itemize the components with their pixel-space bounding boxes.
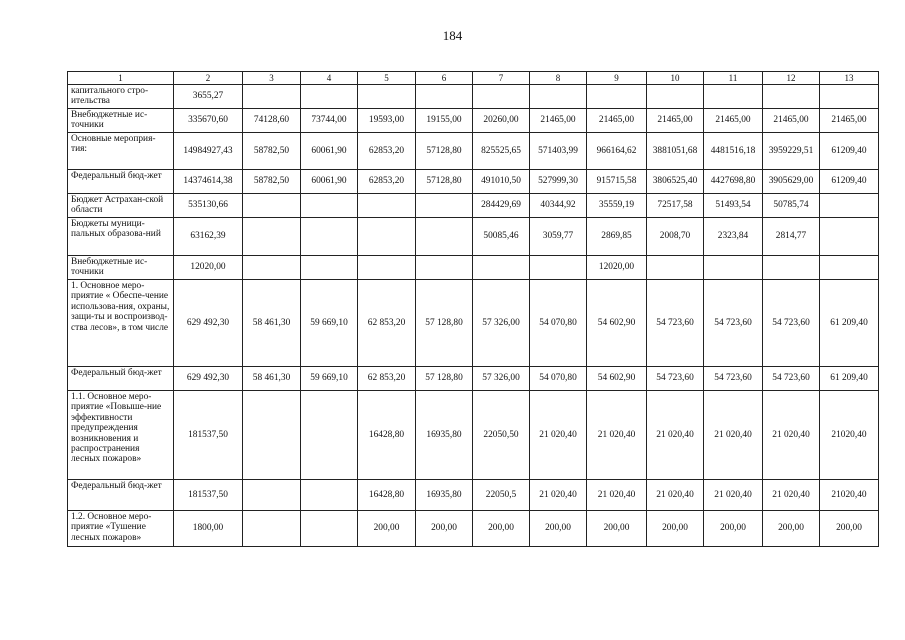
table-cell: 58 461,30	[243, 280, 301, 367]
column-header: 9	[587, 72, 647, 85]
column-header: 6	[416, 72, 473, 85]
table-cell: 50785,74	[763, 194, 820, 218]
table-cell: 200,00	[820, 511, 879, 547]
column-header: 8	[530, 72, 587, 85]
table-cell	[301, 194, 358, 218]
table-cell: 54 602,90	[587, 367, 647, 391]
table-cell: 200,00	[530, 511, 587, 547]
table-cell: 571403,99	[530, 133, 587, 170]
table-cell: 73744,00	[301, 109, 358, 133]
table-cell: 59 669,10	[301, 280, 358, 367]
table-cell: 21 020,40	[530, 480, 587, 511]
table-cell: 21 020,40	[704, 391, 763, 480]
table-cell	[301, 511, 358, 547]
table-cell: 40344,92	[530, 194, 587, 218]
table-cell: 21465,00	[704, 109, 763, 133]
table-cell	[763, 85, 820, 109]
table-cell: 825525,65	[473, 133, 530, 170]
table-cell	[704, 256, 763, 280]
table-cell: 57128,80	[416, 170, 473, 194]
table-cell: 54 723,60	[647, 280, 704, 367]
table-cell: 3881051,68	[647, 133, 704, 170]
table-cell	[301, 85, 358, 109]
table-cell: 4427698,80	[704, 170, 763, 194]
table-cell: 16935,80	[416, 480, 473, 511]
table-cell: 61 209,40	[820, 280, 879, 367]
table-cell: 2869,85	[587, 218, 647, 256]
table-cell: 200,00	[704, 511, 763, 547]
table-cell: 181537,50	[174, 480, 243, 511]
table-cell	[820, 218, 879, 256]
table-cell: 21465,00	[820, 109, 879, 133]
table-cell: 2008,70	[647, 218, 704, 256]
table-cell	[301, 256, 358, 280]
table-cell	[763, 256, 820, 280]
table-cell: 21465,00	[763, 109, 820, 133]
table-cell: 35559,19	[587, 194, 647, 218]
table-cell: 14374614,38	[174, 170, 243, 194]
table-cell	[243, 511, 301, 547]
table-cell: 19155,00	[416, 109, 473, 133]
table-cell: 3655,27	[174, 85, 243, 109]
column-header: 5	[358, 72, 416, 85]
table-cell: 57128,80	[416, 133, 473, 170]
table-cell	[301, 218, 358, 256]
row-label: Федеральный бюд-жет	[68, 367, 174, 391]
table-cell: 58782,50	[243, 170, 301, 194]
table-cell: 535130,66	[174, 194, 243, 218]
table-cell: 21020,40	[820, 480, 879, 511]
table-cell	[243, 194, 301, 218]
column-header: 2	[174, 72, 243, 85]
table-cell	[587, 85, 647, 109]
table-cell: 60061,90	[301, 133, 358, 170]
table-cell: 21 020,40	[647, 391, 704, 480]
table-cell: 58782,50	[243, 133, 301, 170]
table-cell: 200,00	[647, 511, 704, 547]
budget-table	[67, 71, 879, 547]
table-cell: 3959229,51	[763, 133, 820, 170]
table-cell: 20260,00	[473, 109, 530, 133]
table-cell	[647, 256, 704, 280]
column-header: 4	[301, 72, 358, 85]
table-cell	[530, 256, 587, 280]
table-cell: 62853,20	[358, 133, 416, 170]
table-cell: 16428,80	[358, 480, 416, 511]
table-row	[68, 218, 879, 256]
table-cell: 21 020,40	[647, 480, 704, 511]
table-cell	[358, 256, 416, 280]
table-cell: 14984927,43	[174, 133, 243, 170]
table-header-row	[68, 72, 879, 85]
table-cell: 21 020,40	[704, 480, 763, 511]
table-cell: 3806525,40	[647, 170, 704, 194]
table-cell: 54 070,80	[530, 367, 587, 391]
column-header: 12	[763, 72, 820, 85]
table-cell: 21 020,40	[763, 391, 820, 480]
table-cell: 22050,5	[473, 480, 530, 511]
table-cell: 200,00	[587, 511, 647, 547]
row-label: Внебюджетные ис-точники	[68, 256, 174, 280]
table-cell: 491010,50	[473, 170, 530, 194]
table-cell	[301, 480, 358, 511]
table-cell: 58 461,30	[243, 367, 301, 391]
table-cell: 61209,40	[820, 170, 879, 194]
table-cell	[358, 194, 416, 218]
table-cell: 16935,80	[416, 391, 473, 480]
page-number: 184	[442, 28, 463, 43]
table-cell: 181537,50	[174, 391, 243, 480]
table-cell: 2323,84	[704, 218, 763, 256]
table-row	[68, 109, 879, 133]
table-cell	[301, 391, 358, 480]
table-row	[68, 367, 879, 391]
table-cell	[358, 85, 416, 109]
table-cell: 50085,46	[473, 218, 530, 256]
table-cell	[243, 256, 301, 280]
table-cell: 54 723,60	[763, 367, 820, 391]
table-row	[68, 85, 879, 109]
table-cell: 335670,60	[174, 109, 243, 133]
table-cell: 629 492,30	[174, 280, 243, 367]
table-cell: 21 020,40	[587, 391, 647, 480]
row-label: 1.1. Основное меро-приятие «Повыше-ние эффективности предупреждения возникновения и распространения лесных пожаров»	[68, 391, 174, 480]
table-row	[68, 256, 879, 280]
table-cell: 54 723,60	[647, 367, 704, 391]
row-label: 1.2. Основное меро-приятие «Тушение лесных пожаров»	[68, 511, 174, 547]
table-cell: 59 669,10	[301, 367, 358, 391]
table-cell: 22050,50	[473, 391, 530, 480]
table-cell: 200,00	[358, 511, 416, 547]
table-cell: 3905629,00	[763, 170, 820, 194]
table-cell: 54 070,80	[530, 280, 587, 367]
table-cell: 527999,30	[530, 170, 587, 194]
table-cell	[358, 218, 416, 256]
table-cell: 21465,00	[530, 109, 587, 133]
table-cell: 57 128,80	[416, 367, 473, 391]
table-cell: 62 853,20	[358, 367, 416, 391]
table-cell: 2814,77	[763, 218, 820, 256]
table-cell: 61 209,40	[820, 367, 879, 391]
table-cell: 51493,54	[704, 194, 763, 218]
table-row	[68, 133, 879, 170]
row-label: Внебюджетные ис-точники	[68, 109, 174, 133]
table-cell: 57 326,00	[473, 367, 530, 391]
table-cell: 21020,40	[820, 391, 879, 480]
column-header: 11	[704, 72, 763, 85]
row-label: капитального стро-ительства	[68, 85, 174, 109]
table-cell: 1800,00	[174, 511, 243, 547]
table-cell: 915715,58	[587, 170, 647, 194]
table-cell	[243, 391, 301, 480]
table-cell: 54 602,90	[587, 280, 647, 367]
table-cell	[473, 85, 530, 109]
row-label: Федеральный бюд-жет	[68, 170, 174, 194]
table-cell: 19593,00	[358, 109, 416, 133]
table-cell	[820, 194, 879, 218]
table-cell	[820, 256, 879, 280]
table-cell: 60061,90	[301, 170, 358, 194]
table-cell	[243, 480, 301, 511]
table-cell: 62 853,20	[358, 280, 416, 367]
table-cell: 54 723,60	[704, 280, 763, 367]
column-header: 13	[820, 72, 879, 85]
table-cell: 200,00	[416, 511, 473, 547]
table-cell	[416, 218, 473, 256]
table-row	[68, 511, 879, 547]
row-label: 1. Основное меро-приятие « Обеспе-чение использова-ния, охраны, защи-ты и воспроизвод-ства лесов», в том числе	[68, 280, 174, 367]
table-cell: 200,00	[763, 511, 820, 547]
row-label: Федеральный бюд-жет	[68, 480, 174, 511]
table-cell: 3059,77	[530, 218, 587, 256]
row-label: Бюджет Астрахан-ской области	[68, 194, 174, 218]
column-header: 3	[243, 72, 301, 85]
table-cell	[820, 85, 879, 109]
table-cell: 57 326,00	[473, 280, 530, 367]
table-cell: 284429,69	[473, 194, 530, 218]
column-header: 1	[68, 72, 174, 85]
table-row	[68, 170, 879, 194]
table-cell: 12020,00	[587, 256, 647, 280]
table-cell: 57 128,80	[416, 280, 473, 367]
table-cell	[243, 85, 301, 109]
table-cell	[416, 256, 473, 280]
table-cell	[416, 194, 473, 218]
table-cell: 16428,80	[358, 391, 416, 480]
table-cell: 61209,40	[820, 133, 879, 170]
table-cell: 21465,00	[587, 109, 647, 133]
table-cell	[647, 85, 704, 109]
table-cell: 63162,39	[174, 218, 243, 256]
table-cell: 21 020,40	[587, 480, 647, 511]
table-row	[68, 280, 879, 367]
table-cell: 200,00	[473, 511, 530, 547]
table-cell	[243, 218, 301, 256]
column-header: 7	[473, 72, 530, 85]
table-cell: 629 492,30	[174, 367, 243, 391]
table-cell: 21 020,40	[530, 391, 587, 480]
table-cell	[704, 85, 763, 109]
table-cell: 21 020,40	[763, 480, 820, 511]
table-cell: 21465,00	[647, 109, 704, 133]
table-row	[68, 391, 879, 480]
table-cell: 966164,62	[587, 133, 647, 170]
row-label: Бюджеты муници-пальных образова-ний	[68, 218, 174, 256]
table-cell	[416, 85, 473, 109]
table-cell: 12020,00	[174, 256, 243, 280]
table-row	[68, 480, 879, 511]
table-cell: 4481516,18	[704, 133, 763, 170]
table-cell	[473, 256, 530, 280]
table-row	[68, 194, 879, 218]
row-label: Основные мероприя-тия:	[68, 133, 174, 170]
table-cell: 62853,20	[358, 170, 416, 194]
column-header: 10	[647, 72, 704, 85]
table-cell: 54 723,60	[763, 280, 820, 367]
table-cell: 72517,58	[647, 194, 704, 218]
table-cell: 74128,60	[243, 109, 301, 133]
table-cell: 54 723,60	[704, 367, 763, 391]
table-cell	[530, 85, 587, 109]
